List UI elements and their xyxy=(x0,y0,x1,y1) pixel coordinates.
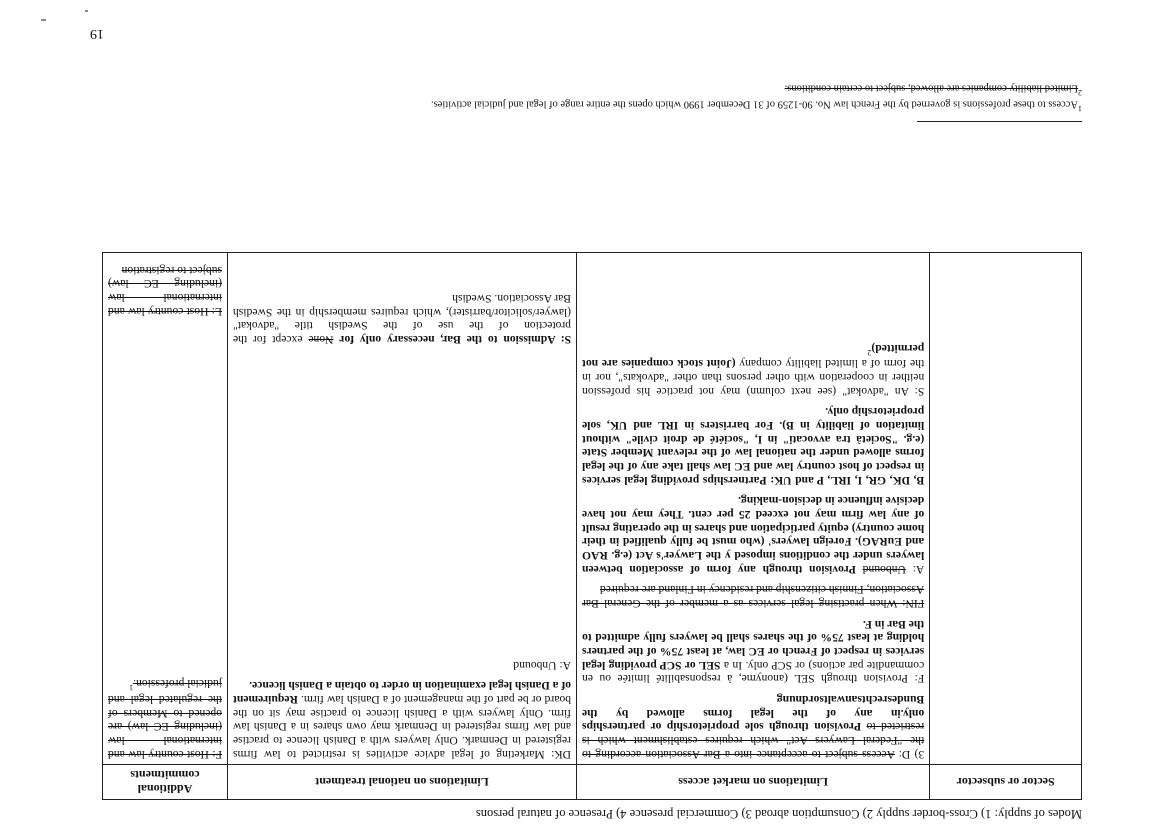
footnote-2: $^2$Limited liability companies are allowed, subject to certain conditions. xyxy=(784,82,1082,97)
national-treatment-cell xyxy=(227,253,576,765)
entry-f-additional: F: Host country law and international law (including EC law) are opened to Members of the regulated legal and judicial profession.$^1$ xyxy=(108,677,222,761)
header-national-treatment: Limitations on national treatment xyxy=(227,764,576,799)
struck-text: Access subject to acceptance into a Bar Association according to the "Federal Lawyers Act" which requires establishment which is restricted to xyxy=(582,720,925,761)
entry-l-additional: L: Host country law and international law (including EC law) subject to registration xyxy=(108,263,222,318)
header-sector: Sector or subsector xyxy=(930,764,1082,799)
commitments-table xyxy=(102,252,1082,800)
entry-a-unbound: A: Unbound xyxy=(513,658,572,672)
entry-a: A: Unbound Provision through any form of association between lawyers under the conditions imposed y the Lawyer's Act (e.g. RAO and EuRAG). Foreign lawyers' (who must be fully qualified in their home country) equity participation and shares in the operating result of any law firm may not exceed 25 per cent. They may not have decisive influence in decision-making. xyxy=(582,494,925,576)
footnote-1: $^1$Access to these professions is governed by the French law No. 90-1259 of 31 December 1990 which opens the entire range of legal and judicial activities. xyxy=(430,98,1082,113)
additional-commitments-cell xyxy=(103,253,228,765)
table-header-row xyxy=(103,764,1082,799)
entry-f: F: Provision through SEL (anonyme, à responsabilité limitée ou en commandite par actions) or SCP only. In a SEL or SCP providing legal services in respect of French or EC law, at least 75% of the partners holding at least 75% of the shares shall be lawyers fully admitted to the Bar in F. xyxy=(582,617,925,686)
footnote-separator xyxy=(917,121,1082,122)
table-row xyxy=(103,253,1082,765)
page-number: 19 xyxy=(90,26,104,41)
header-market-access: Limitations on market access xyxy=(577,764,930,799)
entry-b-dk-gr: B, DK, GR, I, IRL, P and UK: Partnerships providing legal services in respect of host country law and EC law shall take any of the legal forms allowed under the national law of the relevant Member State (e.g. "Società tra avvocati" in I, "société de droit civile" without limitation of liability in B). For barristers in IRL and UK, sole proprietorship only. xyxy=(582,405,925,487)
sector-cell xyxy=(930,253,1082,765)
modes-of-supply-line: Modes of supply: 1) Cross-border supply 2) Consumption abroad 3) Commercial presence 4) Presence of natural persons xyxy=(475,807,1082,821)
entry-s: S: An "advokat" (see next column) may not practice his profession neither in cooperation with other persons than other "advokats", nor in the form of a limited liability company (Joint stock companies are not permitted)$^2$ xyxy=(582,341,925,398)
entry-dk: DK: Marketing of legal advice activities is restricted to law firms registered in Denmark. Only lawyers with a Danish licence to practise and law firms registered in Denmark may own shares in a Danish law firm. Only lawyers with a Danish licence to practise may sit on the board or be part of the management of a Danish law firm. Requirement of a Danish legal examination in order to obtain a Danish licence. xyxy=(232,679,572,761)
entry-fin: FIN: When practising legal services as a member of the General Bar Association, Finnish citizenship and residency in Finland are required xyxy=(582,583,925,610)
scan-smudge xyxy=(85,10,88,12)
market-access-cell xyxy=(577,253,930,765)
entry-s-nt: S: Admission to the Bar, necessary only for None except for the protection of the use of the Swedish title "advokat" (lawyer/solicitor/barrister), which requires membership in the Swedish Bar Association. Swedish xyxy=(232,291,572,346)
scan-smudge xyxy=(41,19,46,21)
header-additional-commitments: Additional commitments xyxy=(103,764,228,799)
entry-d: 3) D: Access subject to acceptance into a Bar Association according to the "Federal Lawyers Act" which requires establishment which is restricted to Provision through sole proprietorship or partnerships only.in any of the legal forms allowed by the Bundesrechtsanwaltsordnung xyxy=(582,693,925,761)
